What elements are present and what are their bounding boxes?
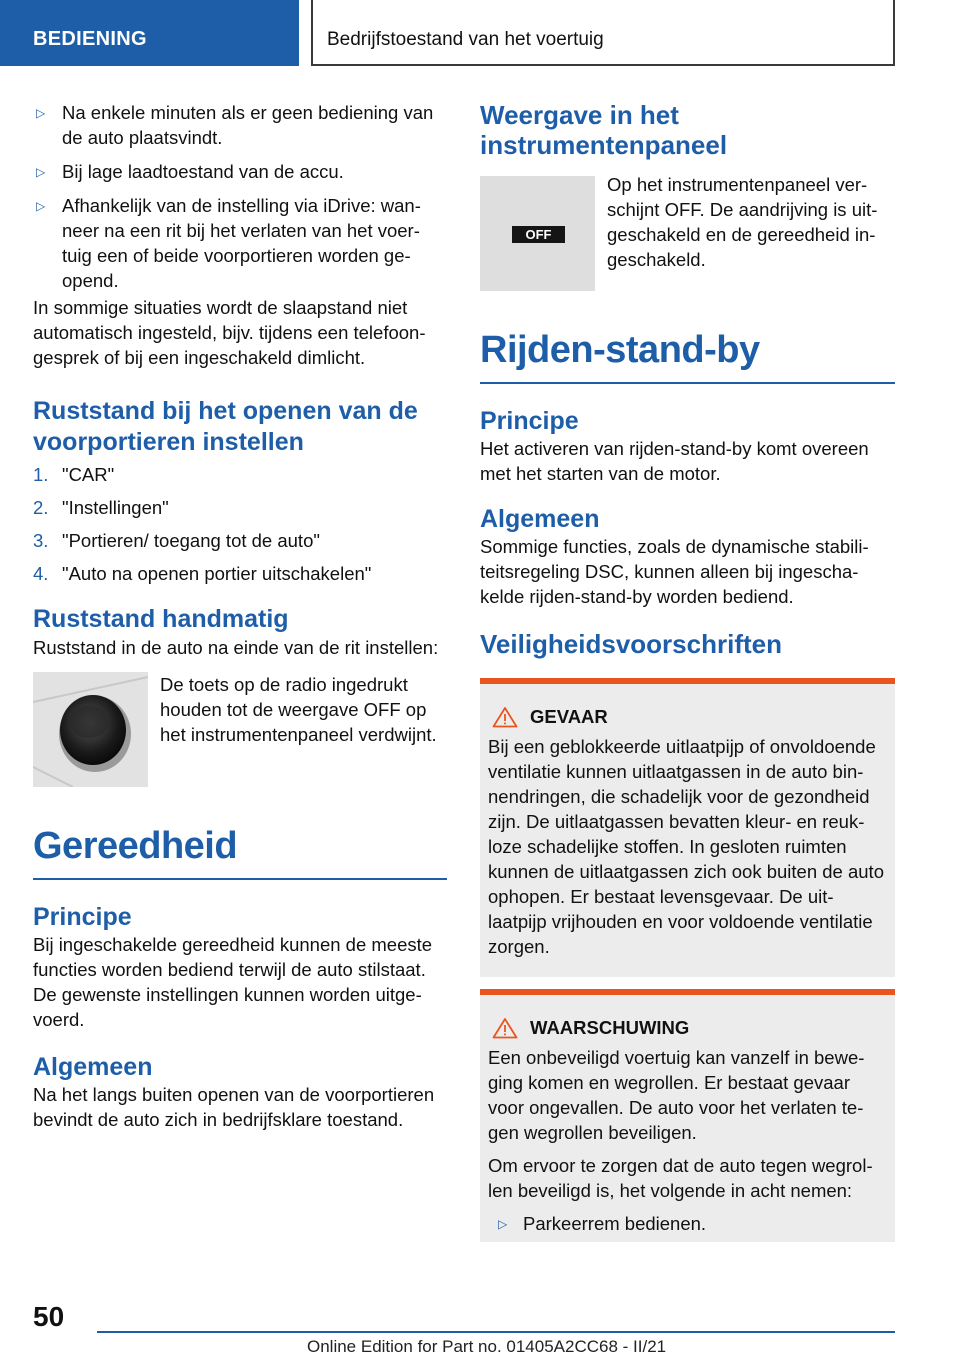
gereedheid-principe-heading: Principe bbox=[33, 903, 132, 931]
footer-divider bbox=[97, 1331, 895, 1333]
instrument-panel-image bbox=[480, 176, 595, 291]
left-column bbox=[33, 100, 447, 1132]
list-item: ▷ Parkeerrem bedienen. bbox=[488, 1211, 887, 1236]
knob-caption: De toets op de radio ingedrukt houden tot de weergave OFF op het instrumentenpaneel verdwijnt. bbox=[160, 674, 437, 745]
gereedheid-principe-text: Bij ingeschakelde gereedheid kunnen de meeste functies worden bediend terwijl de auto stilstaat. De gewenste instellingen kunnen worden uitge-voerd. bbox=[33, 934, 433, 1030]
standby-heading: Rijden-stand-by bbox=[480, 329, 895, 384]
radio-knob-image bbox=[33, 672, 148, 787]
header-section-label: BEDIENING bbox=[33, 28, 147, 50]
list-item: ▷ Afhankelijk van de instelling via iDrive: wan-neer na een rit bij het verlaten van het voer-tuig een of beide voorportieren worden ge-opend. bbox=[36, 195, 421, 291]
gereedheid-algemeen-heading: Algemeen bbox=[33, 1053, 153, 1081]
standby-algemeen-text: Sommige functies, zoals de dynamische stabili-teitsregeling DSC, kunnen alleen bij ingescha-kelde rijden-stand-by worden bediend. bbox=[480, 536, 869, 607]
warning-bullet-list bbox=[488, 1211, 887, 1236]
list-item: ▷ Na enkele minuten als er geen bediening van de auto plaatsvindt. bbox=[36, 102, 434, 148]
header-section-tab bbox=[0, 0, 299, 66]
knob-figure bbox=[33, 672, 447, 787]
header-title: Bedrijfstoestand van het voertuig bbox=[327, 29, 604, 50]
step-item: 3. "Portieren/ toegang tot de auto" bbox=[33, 530, 320, 551]
step-item: 2. "Instellingen" bbox=[33, 497, 169, 518]
manual-paragraph: Ruststand in de auto na einde van de rit instellen: bbox=[33, 637, 439, 658]
standby-principe-text: Het activeren van rijden-stand-by komt overeen met het starten van de motor. bbox=[480, 438, 869, 484]
bullet-triangle-icon: ▷ bbox=[498, 1217, 508, 1231]
standby-principe-heading: Principe bbox=[480, 407, 579, 435]
danger-header bbox=[492, 706, 887, 728]
warning-text-1: Een onbeveiligd voertuig kan vanzelf in bewe-ging komen en wegrollen. Er bestaat gevaar voor ongevallen. De auto voor het verlaten te-gen wegrollen beveiligen. bbox=[488, 1047, 865, 1143]
gereedheid-heading: Gereedheid bbox=[33, 825, 447, 880]
warning-triangle-icon bbox=[492, 1017, 518, 1039]
danger-text: Bij een geblokkeerde uitlaatpijp of onvoldoende ventilatie kunnen uitlaatgassen in de auto bin-nendringen, die schadelijk voor de gezondheid zijn. De uitlaatgassen bevatten kleur- en reuk-loze schadelijke stoffen. In gesloten ruimten kunnen de uitlaatgassen zich ook buiten de auto ophopen. Er bestaat levensgevaar. De uit-laatpijp vrijhouden en voor voldoende ventilatie zorgen. bbox=[488, 736, 884, 957]
bullet-triangle-icon: ▷ bbox=[36, 106, 46, 120]
danger-box bbox=[480, 678, 895, 977]
bullet-triangle-icon: ▷ bbox=[36, 165, 46, 179]
warning-header bbox=[492, 1017, 887, 1039]
steps-list bbox=[33, 462, 447, 586]
page-number: 50 bbox=[33, 1301, 65, 1332]
standby-algemeen-heading: Algemeen bbox=[480, 505, 600, 533]
radio-knob-icon bbox=[33, 672, 148, 787]
footer-edition: Online Edition for Part no. 01405A2CC68 - II/21 bbox=[307, 1337, 667, 1356]
warning-title: WAARSCHUWING bbox=[530, 1017, 690, 1038]
off-indicator: OFF bbox=[512, 226, 565, 243]
rest-doors-heading: Ruststand bij het openen van de voorportieren instellen bbox=[33, 397, 418, 456]
display-heading: Weergave in het instrumentenpaneel bbox=[480, 100, 728, 160]
danger-title: GEVAAR bbox=[530, 706, 608, 727]
gereedheid-algemeen-text: Na het langs buiten openen van de voorportieren bevindt de auto zich in bedrijfsklare toestand. bbox=[33, 1084, 435, 1130]
bullet-triangle-icon: ▷ bbox=[36, 199, 46, 213]
step-item: 4. "Auto na openen portier uitschakelen" bbox=[33, 563, 372, 584]
manual-heading: Ruststand handmatig bbox=[33, 605, 289, 633]
step-item: 1. "CAR" bbox=[33, 464, 115, 485]
display-paragraph: Op het instrumentenpaneel ver-schijnt OFF. De aandrijving is uit-geschakeld en de gereedheid in-geschakeld. bbox=[607, 174, 878, 270]
safety-heading: Veiligheidsvoorschriften bbox=[480, 629, 782, 659]
warning-triangle-icon bbox=[492, 706, 518, 728]
off-figure bbox=[480, 176, 895, 291]
bullet-list bbox=[33, 100, 447, 293]
header-title-box bbox=[311, 0, 895, 66]
warning-box bbox=[480, 989, 895, 1242]
warning-text-2: Om ervoor te zorgen dat de auto tegen wegrol-len beveiligd is, het volgende in acht nemen: bbox=[488, 1155, 873, 1201]
situation-paragraph: In sommige situaties wordt de slaapstand niet automatisch ingesteld, bijv. tijdens een telefoon-gesprek of bij een ingeschakeld dimlicht. bbox=[33, 297, 426, 368]
list-item: ▷ Bij lage laadtoestand van de accu. bbox=[33, 159, 447, 184]
right-column bbox=[480, 100, 895, 1242]
